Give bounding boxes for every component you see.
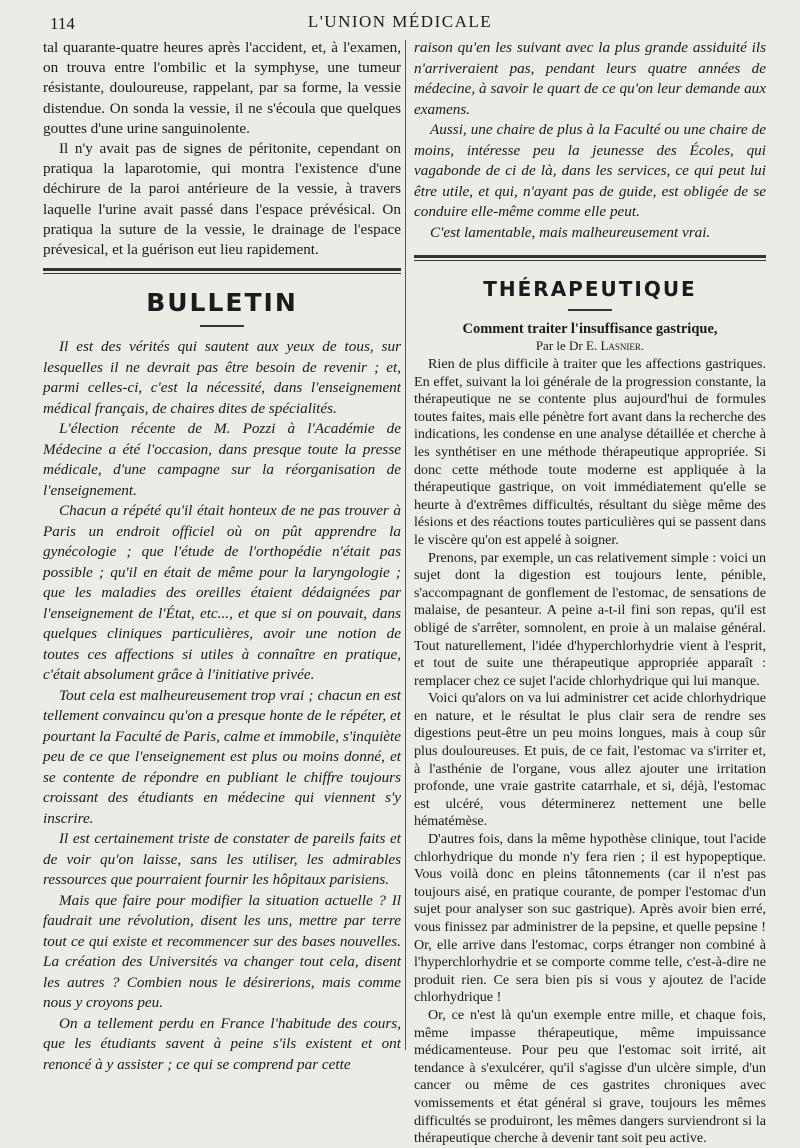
heading-underline [568, 309, 612, 311]
article-byline [414, 338, 766, 354]
article-paragraph: D'autres fois, dans la même hypothèse clinique, tout l'acide chlorhydrique du monde n'y fera rien ; il est hypopeptique. Vous voilà donc en pleins tâtonnements (car il n'est pas toujours aisé, en pratique courante, de pomper l'estomac d'un sujet pour analyser son suc gastrique). Après avoir bien erré, vous finissez par administrer de la pepsine, et quelle pepsine ! Or, elle arrive dans l'estomac, corps étranger non combiné à l'hyperchlorhydrie et se comporte comme telle, c'est-à-dire ne produit rien. Ce sera bien pis si vous y ajoutez de l'acide chlorhydrique ! [414, 831, 766, 1006]
bulletin-paragraph: Mais que faire pour modifier la situation actuelle ? Il faudrait une révolution, disent les uns, mettre par terre tout ce qui existe et recommencer sur des bases nouvelles. La création des Universités va changer tout cela, disent les autres ? Combien nous le désirerions, mais comme nous y croyons peu. [43, 891, 401, 1012]
bulletin-paragraph: raison qu'en les suivant avec la plus grande assiduité ils n'arriveraient pas, pendant leurs quatre années de médecine, à savoir le quart de ce qu'on leur demande aux examens. [414, 39, 766, 118]
section-divider [43, 268, 401, 274]
case-report-paragraph: Il n'y avait pas de signes de péritonite, cependant on pratiqua la laparotomie, qui montra l'existence d'une déchirure de la paroi antérieure de la vessie, à travers laquelle l'urine avait passé dans l'espace prévésical. On pratiqua la suture de la vessie, le drainage de l'espace prévesical, et la guérison eut lieu rapidement. [43, 140, 401, 259]
article-paragraph: Prenons, par exemple, un cas relativement simple : voici un sujet dont la digestion est toujours lente, pénible, s'accompagnant de gonflement de l'estomac, de sensations de malaise, de pesanteur. A peine a-t-il fini son repas, qu'il est obligé de s'arrêter, somnolent, en proie à un malaise général. Tout naturellement, l'idée d'hyperchlorhydrie vient à l'esprit, et tout de suite une thérapeutique appropriée apparaît : remplacer chez ce sujet l'acide chlorhydrique qui lui manque. [414, 549, 766, 689]
article-paragraph: Or, ce n'est là qu'un exemple entre mille, et chaque fois, même impasse thérapeutique, même impuissance médicamenteuse. Pour peu que l'estomac soit irrité, ait tendance à s'exulcérer, qu'il s'agisse d'un ulcère simple, d'un cancer ou même de ces gastrites chroniques avec vomissements et état général si grave, toujours les mêmes difficultés se produiront, les mêmes dangers surviendront si la thérapeutique cherche à devenir tant soit peu active. [414, 1006, 766, 1147]
column-divider [405, 40, 406, 1050]
heading-underline [200, 325, 244, 327]
case-report-paragraph: tal quarante-quatre heures après l'accident, et, à l'examen, on trouva entre l'ombilic et la symphyse, une tumeur résistante, douloureuse, rappelant, par sa forme, la vessie distendue. On sonda la vessie, il ne s'écoula que quelques gouttes d'une urine sanguinolente. [43, 39, 401, 137]
byline-author: Lasnier. [600, 338, 645, 353]
bulletin-paragraph: Il est certainement triste de constater de pareils faits et de voir qu'on laisse, sans les utiliser, les admirables ressources que pourraient fournir les hôpitaux parisiens. [43, 830, 401, 889]
bulletin-paragraph: On a tellement perdu en France l'habitude des cours, que les étudiants savent à peine s'ils existent et ont renoncé à y assister ; ce qui se comprend par cette [43, 1014, 401, 1073]
byline-prefix: Par le Dr E. [535, 338, 598, 353]
therapeutique-heading: THÉRAPEUTIQUE [483, 277, 697, 301]
bulletin-paragraph: L'élection récente de M. Pozzi à l'Académie de Médecine a été l'occasion, dans presque toute la presse médicale, d'une campagne sur la réorganisation de l'enseignement. [43, 420, 401, 499]
right-column [414, 38, 766, 1147]
bulletin-paragraph: C'est lamentable, mais malheureusement vrai. [430, 223, 711, 241]
page-number: 114 [50, 14, 75, 33]
section-divider [414, 255, 766, 261]
left-column [43, 38, 401, 1076]
page-header [0, 6, 800, 34]
bulletin-heading: BULLETIN [146, 288, 298, 318]
bulletin-paragraph: Il est des vérités qui sautent aux yeux de tous, sur lesquelles il ne devrait pas être besoin de revenir ; et, parmi celles-ci, c'est la nécessité, dans l'enseignement médical français, de chaires dites de spécialités. [43, 338, 401, 417]
bulletin-paragraph: Chacun a répété qu'il était honteux de ne pas trouver à Paris un endroit officiel où on pût apprendre la gynécologie ; que l'étude de l'orthopédie n'était pas possible ; qu'il en était de même pour la laryngologie ; que les maladies des oreilles étaient dédaignées par l'enseignement de l'État, etc..., et que si on pouvait, dans quelques cliniques particulières, avoir une notion de toutes ces affections si utiles à connaître en pratique, c'était absolument grâce à l'initiative privée. [43, 502, 401, 684]
article-title: Comment traiter l'insuffisance gastrique, [462, 321, 718, 337]
running-title: L'UNION MÉDICALE [307, 12, 493, 31]
bulletin-paragraph: Tout cela est malheureusement trop vrai ; chacun en est tellement convaincu qu'on a presque honte de le répéter, et pourtant la Faculté de Paris, calme et immobile, s'inquiète peu de ce que l'enseignement est plus ou moins donné, et se contente de répondre en publiant le chiffre toujours croissant des étudiants en médecine qui viennent s'y inscrire. [43, 686, 401, 827]
article-paragraph: Voici qu'alors on va lui administrer cet acide chlorhydrique en nature, et le résultat le plus clair sera de rendre ses digestions peut-être un peu moins longues, mais à coup sûr plus douloureuses. Et puis, de ce fait, l'estomac va s'irriter et, à l'asthénie de l'organe, vous allez ajouter une irritation profonde, une vraie gastrite catarrhale, et si, déjà, l'estomac est ulcéré, vous déterminerez nettement une belle hématémèse. [414, 690, 766, 830]
article-paragraph: Rien de plus difficile à traiter que les affections gastriques. En effet, suivant la loi générale de la progression constante, la thérapeutique ne se contente plus aujourd'hui de formules toutes faites, mais elle pénètre fort avant dans la recherche des indications, les condense en une analyse détaillée et cherche à les synthétiser en une méthode thérapeutique appropriée. Si donc cette méthode toute moderne est appliquée à la thérapeutique gastrique, on voit immédiatement qu'elle se heurte à d'extrêmes difficultés, résultant du siège même des lésions et des réactions toutes particulières qui se passent dans le viscère qu'on est appelé à soigner. [414, 356, 766, 548]
bulletin-paragraph: Aussi, une chaire de plus à la Faculté ou une chaire de moins, intéresse peu la jeunesse des Écoles, qui vagabonde de ci de là, dans les services, ce qui peut lui être utile, et qui, n'ayant pas de guide, est obligée de se conduire elle-même comme elle peut. [414, 121, 766, 220]
